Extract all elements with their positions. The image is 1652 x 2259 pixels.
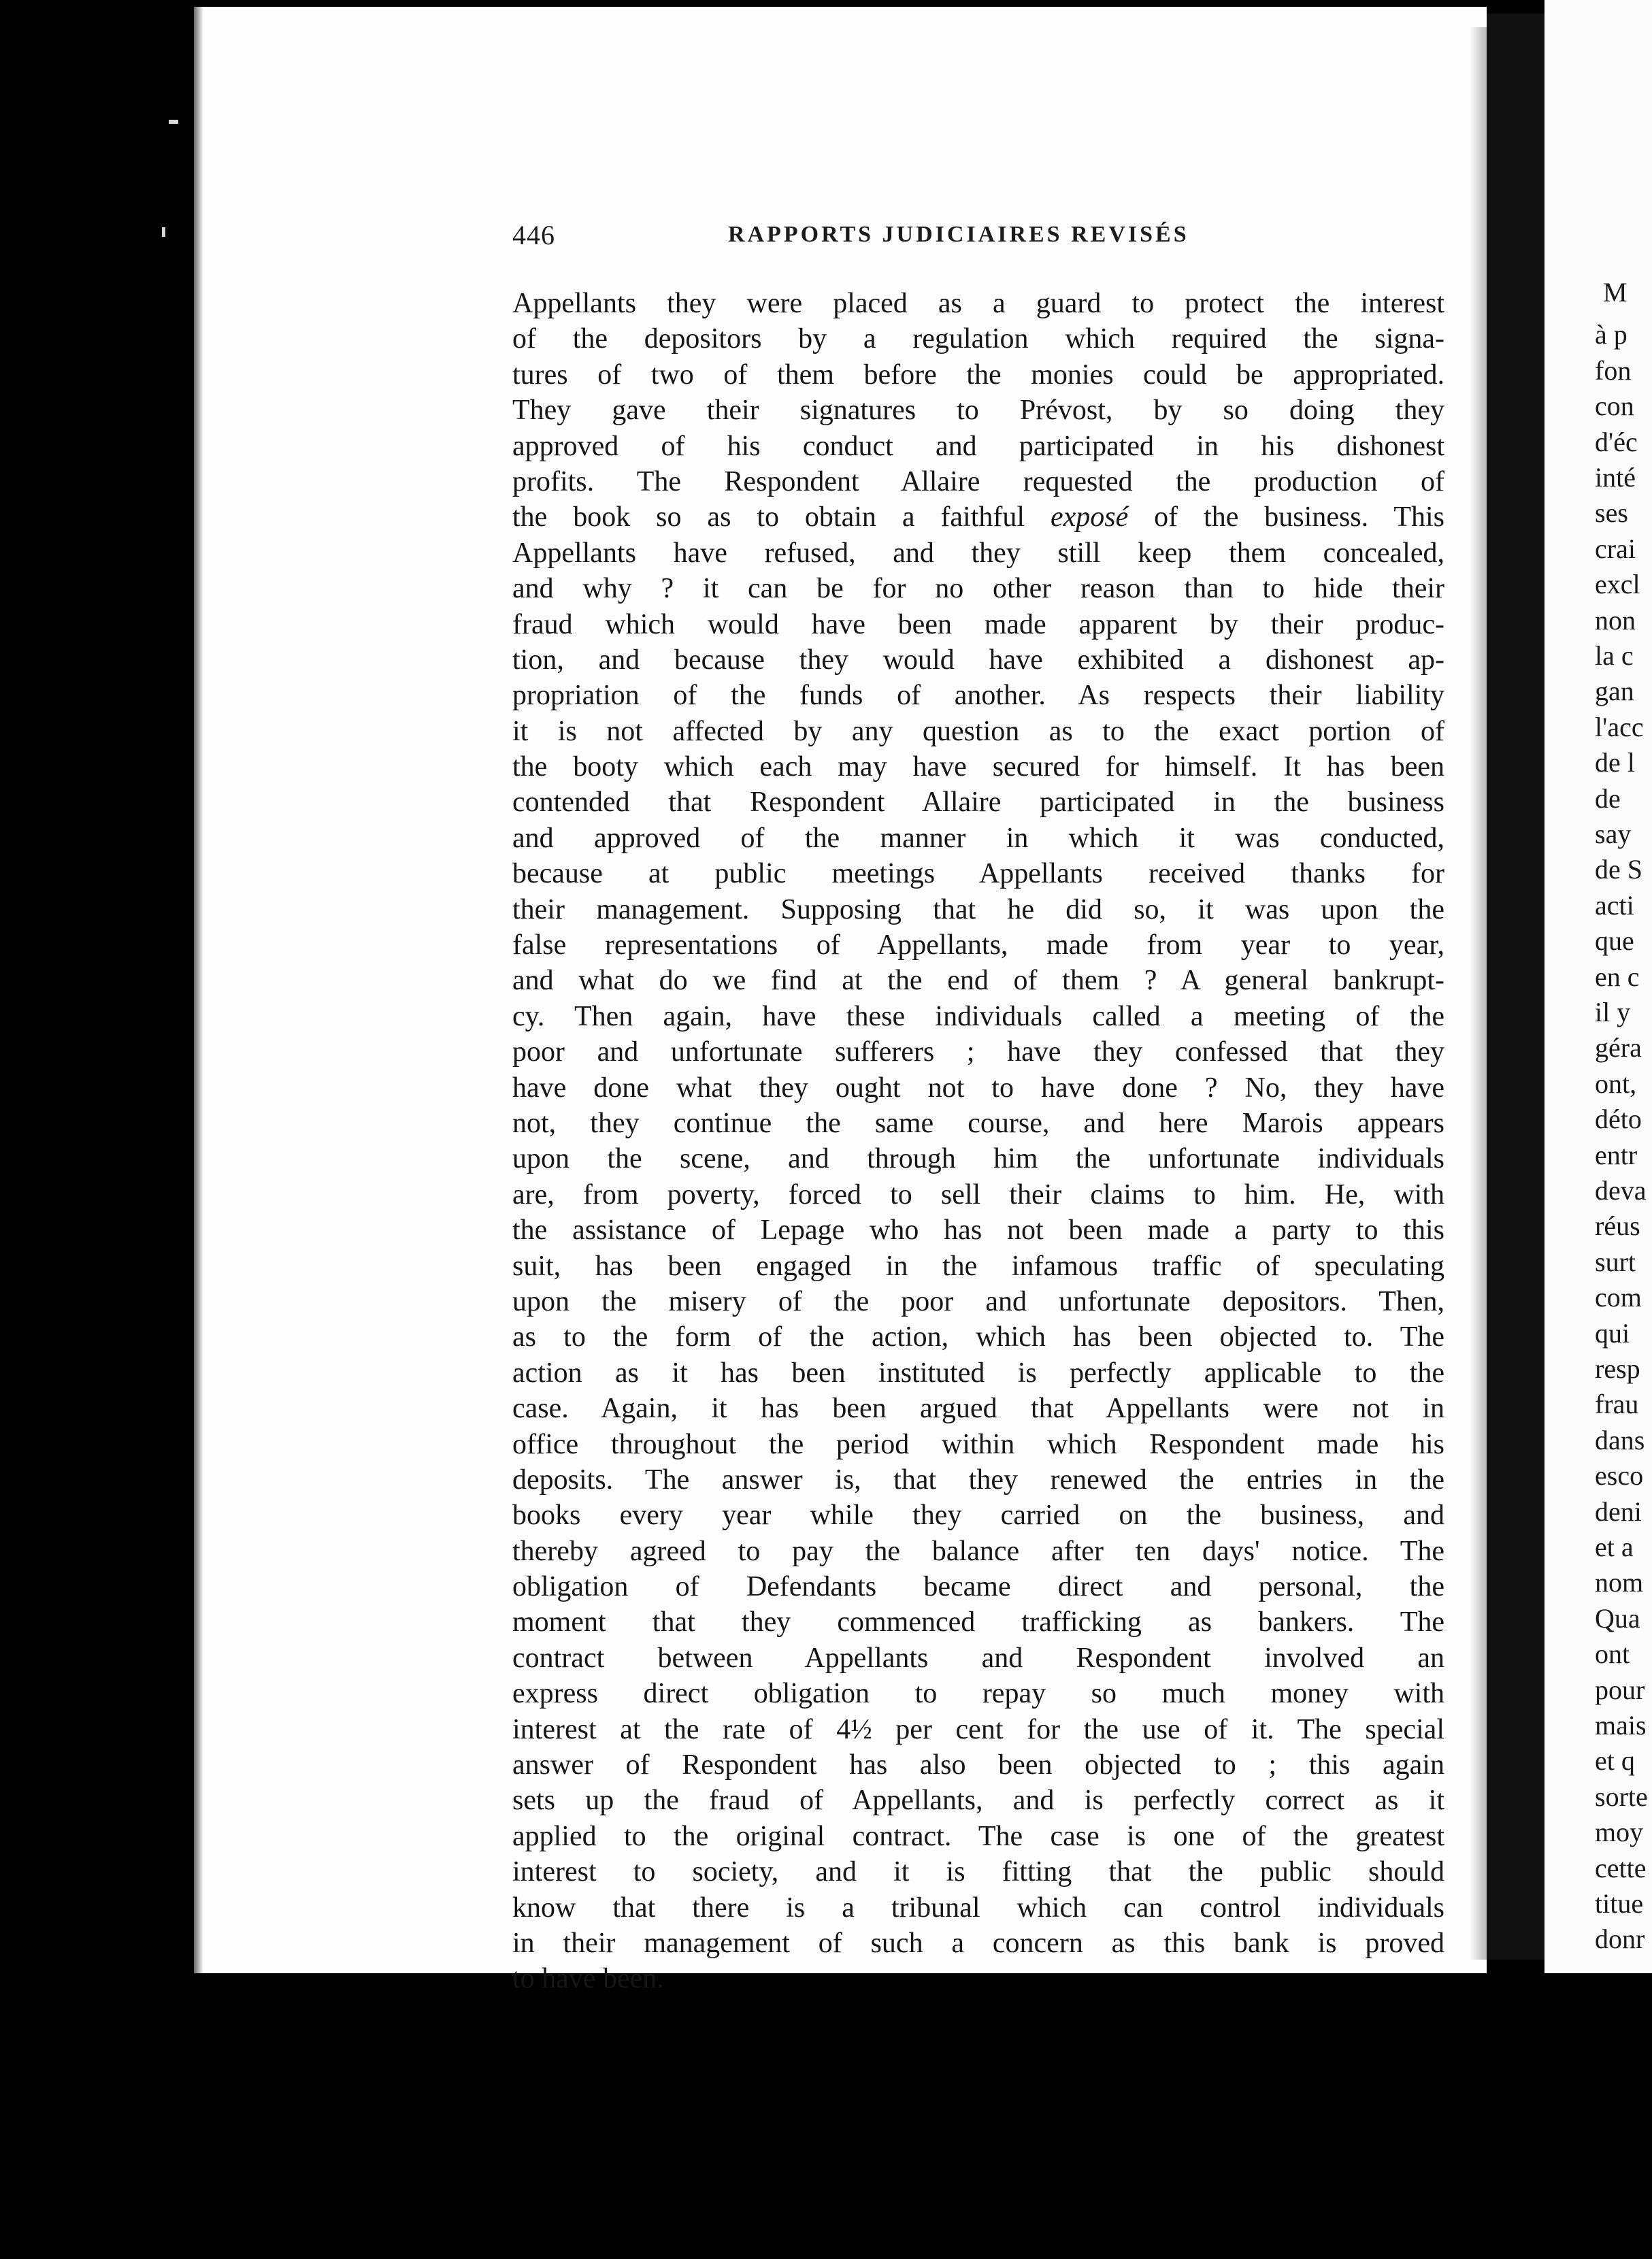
facing-page-fragment: déto [1595,1104,1642,1135]
facing-page-fragment: Qua [1595,1602,1640,1634]
facing-page-fragment: inté [1595,462,1636,493]
facing-page-fragment: en c [1595,961,1640,992]
running-head: RAPPORTS JUDICIAIRES REVISÉS [728,222,1189,247]
text-line: obligation of Defendants became direct and personal, the [512,1571,1444,1603]
text-line: They gave their signatures to Prévost, by so doing they [512,395,1444,427]
facing-page-fragment: frau [1595,1389,1639,1420]
text-line: and what do we find at the end of them ? A general bankrupt- [512,965,1444,997]
text-line: false representations of Appellants, made from year to year, [512,929,1444,961]
text-line: tion, and because they would have exhibited a dishonest ap- [512,644,1444,676]
facing-page-fragment: et q [1595,1745,1635,1777]
text-line: propriation of the funds of another. As respects their liability [512,680,1444,712]
text-line: action as it has been instituted is perfectly applicable to the [512,1357,1444,1389]
text-line: upon the misery of the poor and unfortunate depositors. Then, [512,1285,1444,1317]
facing-page-fragment: d'éc [1595,426,1638,457]
facing-page-fragment: ont [1595,1638,1630,1670]
facing-page-fragment: entr [1595,1139,1638,1170]
facing-page-fragment: il y [1595,997,1631,1027]
text-line: deposits. The answer is, that they renewed the entries in the [512,1464,1444,1496]
facing-page-fragment: moy [1595,1817,1644,1848]
facing-page-fragment: crai [1595,533,1636,564]
facing-page-fragment: de S [1595,854,1642,885]
text-line: interest at the rate of 4½ per cent for the use of it. The special [512,1713,1444,1745]
italic-word: exposé [1050,501,1129,533]
text-line: to have been. [512,1963,664,1995]
facing-page-fragment: mais [1595,1710,1647,1741]
text-line: office throughout the period within which Respondent made his [512,1428,1444,1460]
text-line: are, from poverty, forced to sell their claims to him. He, with [512,1178,1444,1210]
text-line: the assistance of Lepage who has not been made a party to this [512,1215,1444,1247]
text-line: and approved of the manner in which it was conducted, [512,822,1444,854]
facing-page-fragment: say [1595,819,1632,849]
book-gutter [1487,14,1544,1960]
facing-page-fragment: deni [1595,1496,1642,1527]
text-line: contended that Respondent Allaire participated in the business [512,787,1444,819]
text-line: books every year while they carried on the business, and [512,1500,1444,1532]
gutter-shadow [1470,27,1487,1960]
text-line: thereby agreed to pay the balance after ten days' notice. The [512,1535,1444,1567]
facing-page-fragment: deva [1595,1175,1647,1206]
text-line: know that there is a tribunal which can control individuals [512,1892,1444,1924]
facing-page-fragment: non [1595,604,1636,636]
scan-speck [169,120,178,124]
text-line: as to the form of the action, which has been objected to. The [512,1321,1444,1353]
body-text [512,286,1444,1997]
scan-left-margin [0,0,194,2259]
text-line: express direct obligation to repay so much money with [512,1678,1444,1710]
text-line: Appellants they were placed as a guard to protect the interest [512,288,1444,319]
facing-page-fragment: pour [1595,1674,1645,1705]
facing-page-fragment: réus [1595,1210,1640,1242]
text-line: interest to society, and it is fitting that the public should [512,1856,1444,1888]
text-line: and why ? it can be for no other reason than to hide their [512,573,1444,605]
text-line: in their management of such a concern as this bank is proved [512,1927,1444,1959]
facing-page-fragment: l'acc [1595,711,1644,742]
text-line: suit, has been engaged in the infamous traffic of speculating [512,1250,1444,1282]
text-line: sets up the fraud of Appellants, and is perfectly correct as it [512,1785,1444,1817]
text-line: case. Again, it has been argued that Appellants were not in [512,1393,1444,1425]
text-line: not, they continue the same course, and here Marois appears [512,1107,1444,1139]
facing-page-fragment: excl [1595,569,1640,600]
facing-page-fragment: à p [1595,319,1628,350]
text-line: of the depositors by a regulation which required the signa- [512,323,1444,355]
facing-page-fragment: donr [1595,1924,1645,1955]
text-line: moment that they commenced trafficking as bankers. The [512,1606,1444,1638]
text-line: poor and unfortunate sufferers ; have they confessed that they [512,1036,1444,1068]
facing-page-fragment: géra [1595,1032,1642,1063]
text-line: contract between Appellants and Respondent involved an [512,1642,1444,1674]
facing-page-fragment: ont, [1595,1068,1637,1099]
facing-page [1544,0,1652,1987]
facing-page-fragment: qui [1595,1317,1630,1349]
facing-page-fragment: de [1595,782,1621,814]
text-line: fraud which would have been made apparent by their produc- [512,608,1444,640]
facing-page-fragment: acti [1595,889,1634,921]
facing-page-fragment: sorte [1595,1781,1648,1812]
facing-page-fragment: titue [1595,1888,1644,1919]
facing-page-fragment: resp [1595,1353,1640,1384]
facing-page-fragment: con [1595,391,1634,422]
facing-page-fragment: fon [1595,354,1632,386]
text-line: upon the scene, and through him the unfortunate individuals [512,1143,1444,1175]
text-line: Appellants have refused, and they still keep them concealed, [512,537,1444,569]
facing-page-fragment: dans [1595,1424,1645,1455]
facing-page-fragment: gan [1595,676,1634,707]
text-line: answer of Respondent has also been objected to ; this again [512,1749,1444,1781]
facing-page-fragment: la c [1595,640,1634,671]
text-line: the booty which each may have secured for himself. It has been [512,751,1444,783]
facing-page-fragment: surt [1595,1246,1636,1277]
text-line: their management. Supposing that he did so, it was upon the [512,893,1444,925]
scan-speck [162,227,165,237]
facing-page-fragment: M [1603,277,1628,308]
text-line: approved of his conduct and participated in his dishonest [512,430,1444,462]
facing-page-fragment: de l [1595,747,1635,778]
facing-page-fragment: nom [1595,1567,1644,1598]
text-line: have done what they ought not to have done ? No, they have [512,1072,1444,1104]
facing-page-fragment: com [1595,1282,1642,1313]
text-line: profits. The Respondent Allaire requested the production of [512,465,1444,497]
facing-page-fragment: et a [1595,1532,1634,1562]
facing-page-fragment: esco [1595,1460,1644,1491]
text-line: because at public meetings Appellants received thanks for [512,858,1444,890]
facing-page-fragment: ses [1595,497,1628,529]
scan-bottom-margin [194,1973,1652,2259]
page-header [512,219,1444,260]
text-line: it is not affected by any question as to the exact portion of [512,715,1444,747]
text-line: cy. Then again, have these individuals called a meeting of the [512,1000,1444,1032]
text-line: applied to the original contract. The case is one of the greatest [512,1820,1444,1852]
page-number: 446 [512,220,555,250]
text-line: tures of two of them before the monies could be appropriated. [512,359,1444,391]
text-line: the book so as to obtain a faithful exposé of the business. This [512,501,1444,533]
facing-page-fragment: cette [1595,1852,1647,1883]
facing-page-fragment: que [1595,925,1634,957]
